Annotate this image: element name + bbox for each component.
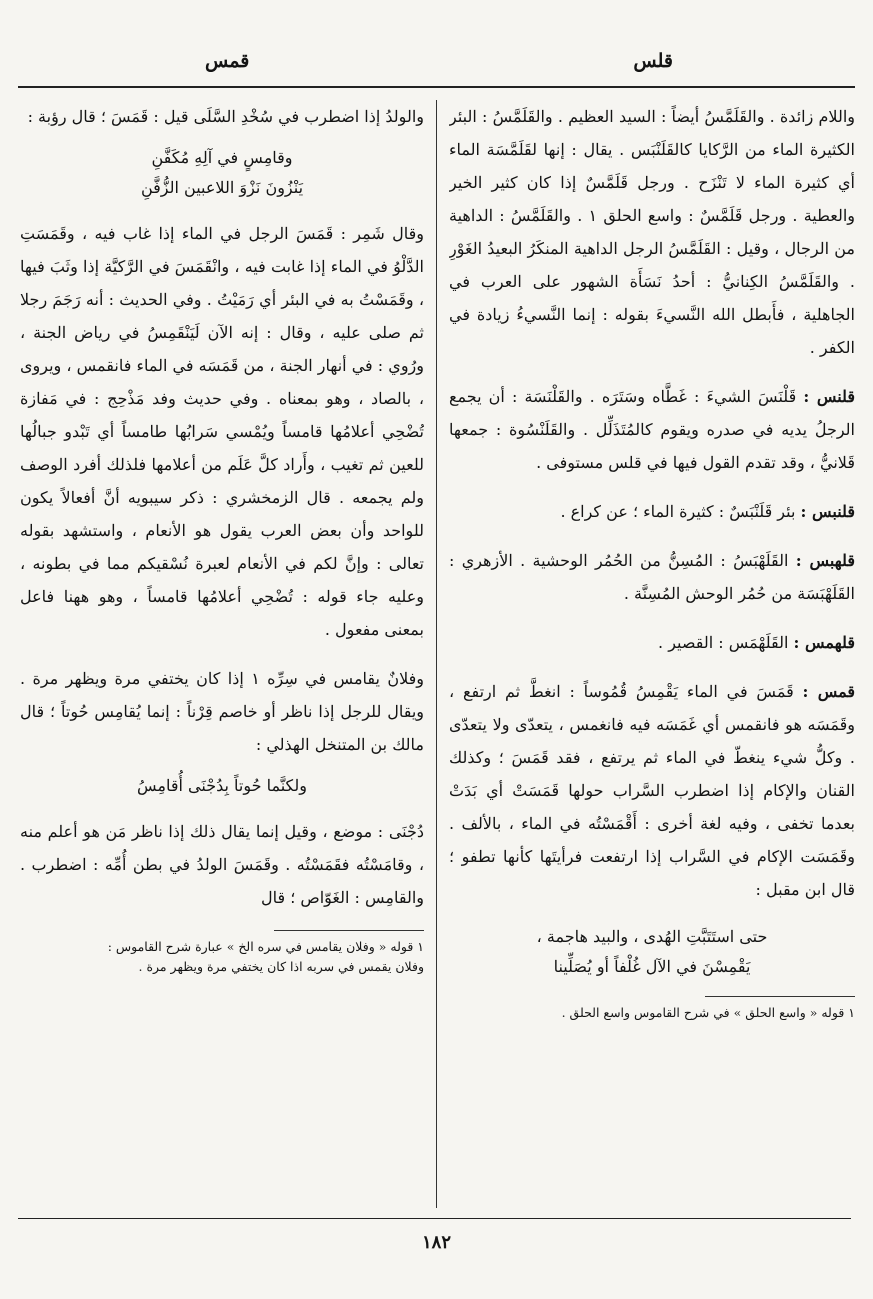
footnote: ١ قوله « واسع الحلق » في شرح القاموس واسع الحلق . [561, 1005, 855, 1020]
entry-definition: قَمَسَ في الماء يَقْمِسُ قُمُوساً : انغطَّ ثم ارتفع ، وقَمَسَه هو فانقمس أي غَمَسَه فيه فانغمس ، يتعدّى ولا يتعدّى . وكلُّ شيء ينغطّ في الماء ثم يرتفع ، فقد قَمَسَ ؛ وكذلك القنان والإكام إذا اضطرب السَّراب حولها قَمَسَتْ أي بَدَتْ بعدما تخفى ، وفيه لغة أخرى : أَقْمَسْتُه في الماء ، بالألف . وقَمَسَت الإكام في السَّراب إذا ارتفعت فرأيتَها كأنها تطفو ؛ قال ابن مقبل : [449, 682, 855, 899]
header-rule [18, 86, 855, 88]
entry-qalnas [449, 380, 855, 479]
verse-line: يَقْمِسْنَ في الآل غُلْفاً أو يُصَلِّينا [553, 957, 751, 976]
footer-rule [18, 1218, 851, 1219]
footnote-line: وفلان يقمس في سربه اذا كان يختفي مرة ويظهر مرة . [138, 959, 424, 974]
verse-line: حتى استَتَبَّتِ الهُدى ، والبيد هاجمة ، [536, 927, 768, 946]
intro-text: واللام زائدة . والقَلَمَّسُ أيضاً : السيد العظيم . والقَلَمَّسُ : البئر الكثيرة الماء من الرَّكايا كالقَلَنْبَس . يقال : إنها لقَلَمَّسَة الماء أي كثيرة الماء لا تَنْزَح . ورجل قَلَمَّسٌ إذا كان كثير الخير والعطية . ورجل قَلَمَّسٌ : واسع الحلق ١ . والقَلَمَّسُ : الداهية من الرجال ، وقيل : القَلَمَّسُ الرجل الداهية المنكَرُ البعيدُ الغَوْرِ . والقَلَمَّسُ الكِنانيُّ : أحدُ نَسَأَة الشهور على العرب في الجاهلية ، فأَبطل الله النَّسيءَ بقوله : إنما النَّسيءُ زيادة في الكفر . [449, 107, 855, 357]
body-paragraph [20, 217, 424, 646]
page-number: ١٨٢ [421, 1232, 451, 1253]
body-paragraph [20, 815, 424, 914]
column-divider [436, 100, 437, 1208]
entry-qalahmas [449, 626, 855, 659]
left-column [20, 100, 424, 1208]
entry-headword: قمس : [802, 682, 855, 701]
entry-qalahbas [449, 544, 855, 610]
entry-headword: قلنبس : [800, 502, 855, 521]
running-header-left: قمس [205, 50, 250, 72]
footnote-line: ١ قوله « وفلان يقامس في سره الخ » عبارة شرح القاموس : [107, 939, 424, 954]
entry-definition: القَلَهْبَسُ : المُسِنُّ من الحُمُر الوحشية . الأزهري : القَلَهْبَسَة من حُمُر الوحش المُسِنَّة . [449, 551, 855, 603]
verse-quote [20, 771, 424, 801]
entry-headword: قلهبس : [795, 551, 855, 570]
running-header-right: قلس [633, 50, 673, 72]
entry-definition: قَلْنَسَ الشيءَ : غَطَّاه وسَتَرَه . والقَلْنَسَة : أن يجمع الرجلُ يديه في صدره ويقوم كالمُتَذَلِّل . والقَلَنْسُوة : جمعها قَلانيُّ ، وقد تقدم القول فيها في قلس مستوفى . [449, 387, 855, 472]
intro-paragraph [20, 100, 424, 133]
footnote [20, 937, 424, 977]
entry-definition: بئر قَلَنْبَسٌ : كثيرة الماء ؛ عن كراع . [560, 502, 796, 521]
body-text: وفلانٌ يقامس في سِرِّه ١ إذا كان يختفي مرة ويظهر مرة . ويقال للرجل إذا ناظر أو خاصم قِرْناً : إنما يُقامِس حُوتاً ؛ قال مالك بن المتنخل الهذلي : [20, 669, 424, 754]
verse-line: ولكنَّما حُوتاً بِدُجْنَى أُقامِسُ [137, 776, 307, 795]
entry-qalanbas [449, 495, 855, 528]
entry-headword: قلهمس : [793, 633, 855, 652]
intro-paragraph [449, 100, 855, 364]
right-column [449, 100, 855, 1208]
body-text: وقال شَمِر : قَمَسَ الرجل في الماء إذا غاب فيه ، وقَمَسَتِ الدَّلْوُ في الماء إذا غابت فيه ، وانْقَمَسَ في الرَّكيَّة إذا وثَبَ فيها ، وقَمَسْتُ به في البئر أي رَمَيْتُ . وفي الحديث : أنه رَجَمَ رجلا ثم صلى عليه ، وقال : إنه الآن لَيَنْقَمِسُ في رياض الجنة ، ورُوي : في أنهار الجنة ، من قَمَسَه في الماء فانقمس ، ويروى ، بالصاد ، وهو بمعناه . وفي حديث وفد مَذْحِج : في مَفازة تُضْحِي أعلامُها قامساً ويُمْسي سَرابُها طامساً أي تَبْدو جبالُها للعين ثم تغيب ، وأَراد كلَّ عَلَم من أعلامها فلذلك أفرد الوصف ولم يجمعه . قال الزمخشري : ذكر سيبويه أنَّ أفعالاً يكون للواحد وأن بعض العرب يقول هو الأنعام ، واستشهد بقوله تعالى : وإنَّ لكم في الأنعام لعبرة نُسْقيكم مما في بطونه ، وعليه جاء قوله : تُضْحِي أعلامُها قامساً ، وهو ههنا فاعل بمعنى مفعول . [20, 224, 424, 639]
verse-line: وقامِسٍ في آلِهِ مُكَفَّنِ [151, 148, 293, 167]
verse-line: يَنْزُونَ نَزْوَ اللاعبين الزُّفَّنِ [140, 178, 304, 197]
entry-definition: القَلَهْمَس : القصير . [658, 633, 789, 652]
verse-quote [20, 143, 424, 203]
footnote-rule [274, 930, 424, 931]
body-text: دُجْنَى : موضع ، وقيل إنما يقال ذلك إذا ناظر مَن هو أعلم منه ، وقامَسْتُه فقَمَسْتُه . وقَمَسَ الولدُ في بطن أُمِّه : اضطرب . والقامِس : الغَوّاص ؛ قال [20, 822, 424, 907]
entry-qamas [449, 675, 855, 906]
entry-headword: قلنس : [803, 387, 855, 406]
verse-quote [449, 922, 855, 982]
body-paragraph [20, 662, 424, 761]
footnote-rule [705, 996, 855, 997]
intro-text: والولدُ إذا اضطرب في سُخْدِ السَّلَى قيل : قَمَسَ ؛ قال رؤبة : [27, 107, 424, 126]
